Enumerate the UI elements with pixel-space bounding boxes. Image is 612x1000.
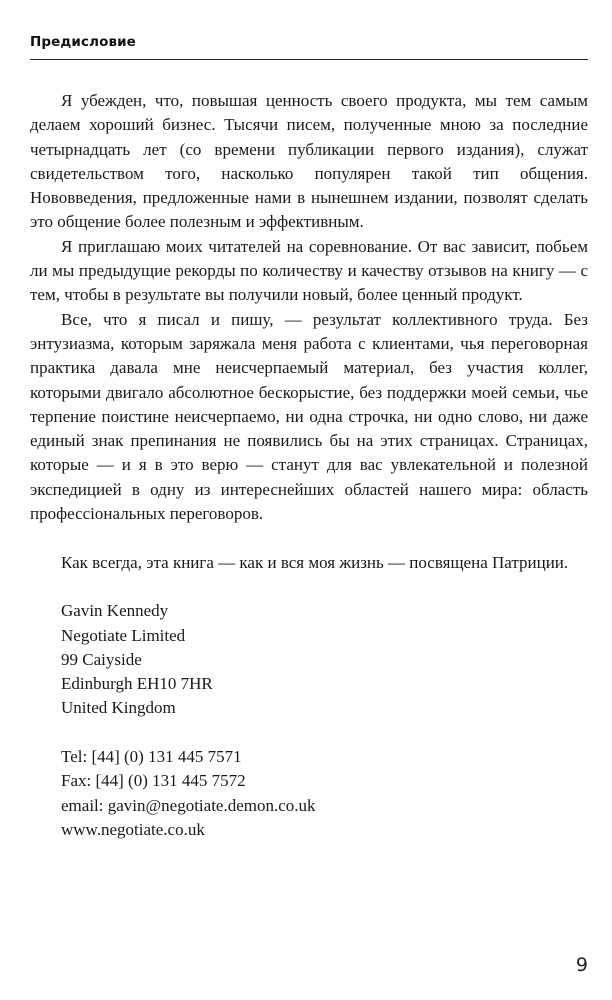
- author-name: Gavin Kennedy: [61, 601, 169, 621]
- street-address: 99 Caiyside: [61, 649, 142, 669]
- company-name: Negotiate Limited: [61, 625, 186, 645]
- page-body: [30, 89, 588, 842]
- author-address: [30, 599, 588, 720]
- header-divider: [30, 59, 588, 60]
- page-number: 9: [575, 954, 588, 976]
- paragraph-acknowledgements: Все, что я писал и пишу, — результат коллективного труда. Без энтузиазма, которым заряжала меня работа с клиентами, чья переговорная практика давала мне неисчерпаемый материал, без участия коллег, которыми двигало абсолютное бескорыстие, без поддержки моей семьи, чье терпение поистине неисчерпаемо, ни одна строчка, ни одно слово, ни даже единый знак препинания не появились бы на этих страницах. Страницах, которые — и я в это верю — станут для вас увлекательной и полезной экспедицией в одну из интереснейших областей нашего мира: область профессiональных переговоров.: [30, 309, 588, 524]
- paragraph-dedication: Как всегда, эта книга — как и вся моя жизнь — посвящена Патриции.: [61, 552, 569, 572]
- country: United Kingdom: [61, 698, 176, 718]
- email-address: email: gavin@negotiate.demon.co.uk: [61, 795, 316, 815]
- city-postcode: Edinburgh EH10 7HR: [61, 674, 213, 694]
- website: www.negotiate.co.uk: [61, 819, 205, 839]
- paragraph-value-of-product: Я убежден, что, повышая ценность своего продукта, мы тем самым делаем хороший бизнес. Тысячи писем, полученные мною за последние четырнадцать лет (со времени публикации первого издания), служат свидетельством того, насколько популярен такой тип общения. Нововведения, предложенные нами в нынешнем издании, позволят сделать это общение более полезным и эффективным.: [30, 91, 588, 232]
- running-head: Предисловие: [30, 34, 136, 50]
- telephone: Tel: [44] (0) 131 445 7571: [61, 747, 242, 767]
- contact-details: [30, 745, 588, 842]
- fax: Fax: [44] (0) 131 445 7572: [61, 771, 246, 791]
- paragraph-invitation-to-readers: Я приглашаю моих читателей на соревнование. От вас зависит, побьем ли мы предыдущие рекорды по количеству и качеству отзывов на книгу — с тем, чтобы в результате вы получили новый, более ценный продукт.: [30, 236, 588, 305]
